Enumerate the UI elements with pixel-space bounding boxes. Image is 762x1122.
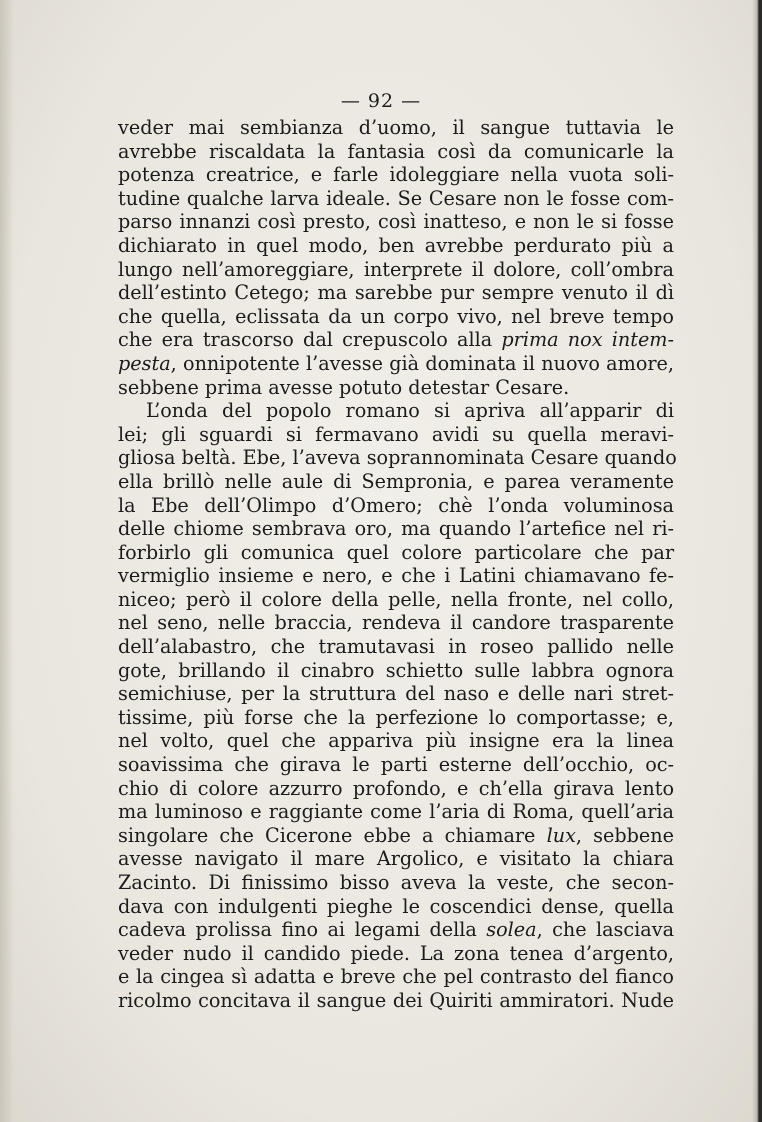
text-segment: , onnipotente l’avesse già dominata il nuovo amore, — [170, 351, 674, 375]
text-line: forbirlo gli comunica quel colore particolare che par — [118, 540, 674, 564]
text-line: potenza creatrice, e farle idoleggiare nella vuota soli- — [118, 163, 674, 187]
text-segment: cadeva prolissa fino ai legami della — [118, 918, 487, 942]
text-line: ricolmo concitava il sangue dei Quiriti ammiratori. Nude — [118, 988, 674, 1012]
text-line: dichiarato in quel modo, ben avrebbe perdurato più a — [118, 233, 674, 257]
italic-text: prima nox intem- — [501, 328, 674, 352]
text-line: veder mai sembianza d’uomo, il sangue tuttavia le — [118, 116, 674, 139]
page-left-shadow — [0, 0, 14, 1122]
text-line — [118, 824, 674, 848]
text-line — [118, 328, 674, 352]
text-line: avesse navigato il mare Argolico, e visitato la chiara — [118, 847, 674, 871]
page-right-edge — [752, 0, 762, 1122]
text-line — [118, 918, 674, 942]
text-line: semichiuse, per la struttura del naso e delle nari stret- — [118, 682, 674, 706]
text-segment: singolare che Cicerone ebbe a chiamare — [118, 823, 547, 847]
text-line: nel seno, nelle braccia, rendeva il candore trasparente — [118, 611, 674, 635]
text-line: parso innanzi così presto, così inatteso, e non le si fosse — [118, 210, 674, 234]
text-segment: , sebbene — [575, 823, 674, 847]
text-line: avrebbe riscaldata la fantasia così da comunicarle la — [118, 139, 674, 163]
italic-text: pesta — [118, 351, 171, 375]
text-line: e la cingea sì adatta e breve che pel contrasto del fianco — [118, 965, 674, 989]
text-line: gote, brillando il cinabro schietto sulle labbra ognora — [118, 658, 674, 682]
text-segment: che era trascorso dal crepuscolo alla — [118, 328, 502, 352]
text-line: ella brillò nelle aule di Sempronia, e parea veramente — [118, 469, 674, 493]
text-line: dell’alabastro, che tramutavasi in roseo pallido nelle — [118, 635, 674, 659]
text-line: L’onda del popolo romano si apriva all’apparir di — [146, 399, 674, 423]
italic-text: solea — [486, 918, 537, 942]
text-segment: , che lasciava — [536, 918, 675, 942]
page-number: — 92 — — [340, 90, 422, 112]
text-line: niceo; però il colore della pelle, nella fronte, nel collo, — [118, 587, 674, 611]
text-line: vermiglio insieme e nero, e che i Latini chiamavano fe- — [118, 564, 674, 588]
text-line — [118, 352, 674, 376]
text-line: lungo nell’amoreggiare, interprete il dolore, coll’ombra — [118, 257, 674, 281]
text-line: ma luminoso e raggiante come l’aria di Roma, quell’aria — [118, 800, 674, 824]
text-line: dava con indulgenti pieghe le coscendici dense, quella — [118, 894, 674, 918]
text-line: lei; gli sguardi si fermavano avidi su quella meravi- — [118, 422, 674, 446]
text-line: sebbene prima avesse potuto detestar Cesare. — [118, 375, 570, 399]
text-line: delle chiome sembrava oro, ma quando l’artefice nel ri- — [118, 517, 674, 541]
text-line: la Ebe dell’Olimpo d’Omero; chè l’onda voluminosa — [118, 493, 674, 517]
text-line: chio di colore azzurro profondo, e ch’ella girava lento — [118, 776, 674, 800]
text-line: dell’estinto Cetego; ma sarebbe pur sempre venuto il dì — [118, 281, 674, 305]
text-line: nel volto, quel che appariva più insigne era la linea — [118, 729, 674, 753]
text-line: veder nudo il candido piede. La zona tenea d’argento, — [118, 941, 674, 965]
text-line: soavissima che girava le parti esterne dell’occhio, oc- — [118, 753, 674, 777]
text-line: tudine qualche larva ideale. Se Cesare non le fosse com- — [118, 186, 674, 210]
italic-text: lux — [546, 823, 576, 847]
body-text — [118, 116, 677, 1013]
text-line: gliosa beltà. Ebe, l’aveva soprannominata Cesare quando — [118, 446, 677, 470]
text-line: tissime, più forse che la perfezione lo comportasse; e, — [118, 705, 674, 729]
text-line: Zacinto. Di finissimo bisso aveva la veste, che secon- — [118, 871, 674, 894]
text-line: che quella, eclissata da un corpo vivo, nel breve tempo — [118, 304, 674, 328]
